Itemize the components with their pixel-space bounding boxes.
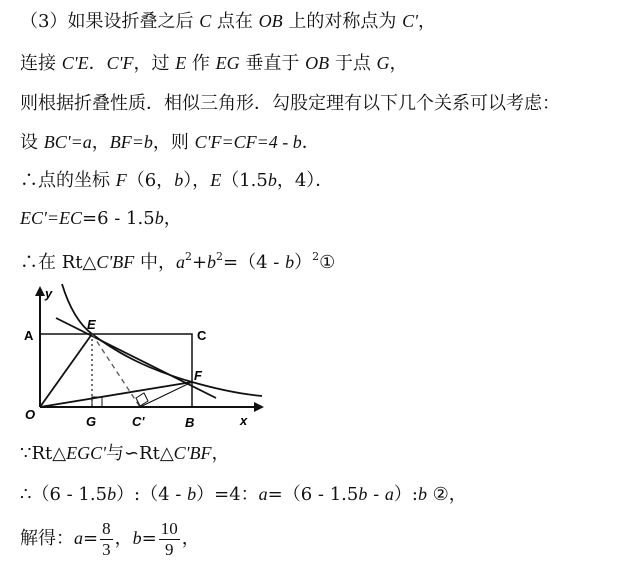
text-seg: 点在 <box>211 11 259 32</box>
var-b: b <box>358 484 368 504</box>
var-a: a <box>74 528 83 548</box>
text-seg: ． <box>301 132 320 153</box>
var-b: b <box>154 208 164 228</box>
circled-1: ① <box>319 252 336 273</box>
text-seg: ∴（6 - 1.5 <box>20 484 108 505</box>
text-seg: 解得： <box>20 528 74 549</box>
text-seg: ， <box>211 443 230 464</box>
label-F: F <box>194 368 202 383</box>
text-seg: ，过 <box>133 53 176 74</box>
text-seg: ， <box>163 208 182 229</box>
exponent: 2 <box>216 250 224 263</box>
label-E: E <box>87 317 96 332</box>
text-seg: ∴在 Rt△ <box>20 252 97 273</box>
var-C: C <box>199 11 212 31</box>
fraction-numerator: 10 <box>160 518 178 538</box>
text-seg: =（4 - <box>223 252 286 273</box>
var-b: b <box>267 170 277 190</box>
text-seg: 上的对称点为 <box>282 11 403 32</box>
text-seg: =6 - 1.5 <box>82 208 155 229</box>
var-E: E <box>175 53 187 73</box>
text-seg: ， <box>114 528 133 549</box>
var-a: a <box>384 484 394 504</box>
segment-OE <box>40 334 92 407</box>
var-CE: C'E <box>61 53 89 73</box>
var-EG: EG <box>215 53 240 73</box>
text-seg: ， <box>91 132 110 153</box>
label-G: G <box>86 414 97 429</box>
var-b: b <box>187 484 197 504</box>
var-b: b <box>285 252 295 272</box>
text-seg: ，则 <box>152 132 195 153</box>
fraction-b <box>159 519 180 560</box>
plus-sign: + <box>191 252 208 273</box>
triangle-CBF: C'BF <box>173 443 212 463</box>
text-seg: ， <box>417 11 436 32</box>
var-F: F <box>115 170 127 190</box>
text-seg: （3）如果设折叠之后 <box>20 11 200 32</box>
label-C: C <box>197 328 207 343</box>
var-b: b <box>207 252 217 272</box>
var-b: b <box>107 484 117 504</box>
eq-CF: C'F=CF=4 - b <box>194 132 302 152</box>
text-seg: 连接 <box>20 53 62 74</box>
text-line-9 <box>20 482 467 507</box>
label-O: O <box>25 407 36 422</box>
triangle-EGC: EGC' <box>66 443 106 463</box>
var-OB: OB <box>258 11 283 31</box>
fraction-denominator: 3 <box>102 539 111 559</box>
text-seg: （1.5 <box>221 170 268 191</box>
text-seg: 于点 <box>329 53 377 74</box>
text-seg: 作 <box>186 53 216 74</box>
text-seg: 与∽Rt△ <box>105 443 174 464</box>
text-seg: ） <box>294 252 313 273</box>
text-seg: - <box>367 484 385 505</box>
var-Cprime: C' <box>402 11 418 31</box>
var-b: b <box>132 528 142 548</box>
var-b: b <box>174 170 184 190</box>
text-seg: ）: <box>393 484 418 505</box>
var-a: a <box>258 484 268 504</box>
var-CF: C'F <box>106 53 134 73</box>
text-seg: ． <box>88 53 107 74</box>
text-seg: ）:（4 - <box>116 484 188 505</box>
eq-BF: BF=b <box>109 132 153 152</box>
text-seg: 设 <box>20 132 44 153</box>
label-y: y <box>45 286 53 301</box>
equals-sign: = <box>83 528 99 549</box>
text-seg: ）=4： <box>196 484 259 505</box>
text-seg: 则根据折叠性质．相似三角形．勾股定理有以下几个关系可以考虑： <box>20 93 560 114</box>
var-OB: OB <box>305 53 330 73</box>
rectangle-OABC <box>40 334 192 407</box>
label-B: B <box>185 415 195 430</box>
circled-2: ②， <box>426 484 467 505</box>
text-seg: ）， <box>183 170 211 191</box>
var-G: G <box>376 53 390 73</box>
text-seg: ∴点的坐标 <box>20 170 116 191</box>
fraction-a <box>100 519 113 560</box>
eq-BC: BC'=a <box>43 132 92 152</box>
segment-OF <box>40 382 192 407</box>
label-x: x <box>240 413 248 428</box>
exponent: 2 <box>184 250 192 263</box>
text-seg: 中， <box>134 252 176 273</box>
text-line-8 <box>20 441 230 466</box>
label-C-prime: C' <box>132 414 145 429</box>
fraction-denominator: 9 <box>164 539 174 559</box>
text-seg: （6， <box>126 170 175 191</box>
var-E: E <box>210 170 222 190</box>
var-b: b <box>417 484 427 504</box>
eq-EC: EC'=EC <box>20 208 82 228</box>
fraction-numerator: 8 <box>102 518 111 538</box>
text-seg: ，4）． <box>276 170 334 191</box>
exponent: 2 <box>312 250 320 263</box>
label-A: A <box>24 328 34 343</box>
text-seg: 垂直于 <box>239 53 306 74</box>
text-line-10 <box>20 516 200 561</box>
text-seg: ∵Rt△ <box>20 443 67 464</box>
var-a: a <box>175 252 185 272</box>
triangle-CBF: C'BF <box>96 252 135 272</box>
text-seg: ， <box>389 53 408 74</box>
text-seg: ， <box>181 528 200 549</box>
text-seg: =（6 - 1.5 <box>267 484 359 505</box>
equals-sign: = <box>141 528 157 549</box>
segment-EC-prime <box>92 334 140 407</box>
